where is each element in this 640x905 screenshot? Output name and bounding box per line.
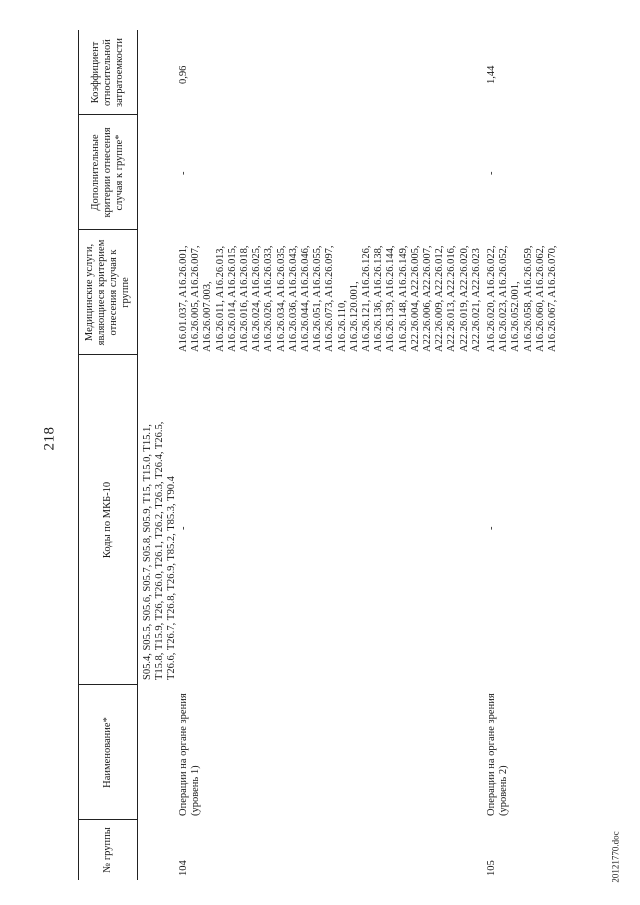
row-105-name: Операции на органе зрения (уровень 2) — [486, 693, 510, 816]
continuation-icd-codes: S05.4, S05.5, S05.6, S05.7, S05.8, S05.9, T15, T15.0, T15.1, T15.8, T15.9, T26, T26.0, T26.1, T26.2, T26.3, T26.4, T26.5, T26.6, T26.7, T26.8, T26.9, T85.2, T85.3, T90.4 — [142, 421, 178, 680]
row-104-name: Операции на органе зрения (уровень 1) — [178, 693, 202, 816]
page-number: 218 — [41, 426, 58, 451]
document-filename: 20121770.doc — [610, 831, 621, 883]
header-divider — [79, 114, 137, 115]
row-104-group-no: 104 — [178, 860, 189, 876]
header-extra-criteria: Дополнительные критерии отнесения случая к группе* — [90, 127, 125, 218]
row-104-icd-codes: - — [178, 526, 189, 530]
row-105-extra-criteria: - — [486, 171, 497, 175]
header-name: Наименование* — [102, 717, 113, 788]
table-header-row — [78, 30, 138, 880]
header-services: Медицинские услуги, являющиеся критерием отнесения случая к группе — [84, 239, 131, 346]
row-105-group-no: 105 — [486, 860, 497, 876]
header-divider — [79, 684, 137, 685]
groups-table — [78, 30, 618, 880]
rotated-table-stage — [78, 30, 618, 880]
header-icd-codes: Коды по МКБ-10 — [102, 481, 113, 559]
header-coefficient: Коэффициент относительной затратоемкости — [90, 38, 125, 107]
row-104-extra-criteria: - — [178, 171, 189, 175]
header-divider — [79, 229, 137, 230]
header-divider — [79, 819, 137, 820]
row-104-services: A16.01.037, A16.26.001, A16.26.005, A16.26.007, A16.26.007.003, A16.26.011, A16.26.013, A16.26.014, A16.26.015, A16.26.016, A16.26.018, A16.26.024, A16.26.025, A16.26.026, A16.26.033, A16.26.034, A16.26.035, A16.26.036, A16.26.043, A16.26.044, A16.26.046, A16.26.051, A16.26.055, A16.26.073, A16.26.097, A16.26.110, A16.26.120.001, A16.26.121, A16.26.126, A16.26.136, A16.26.138, A16.26.139, A16.26.144, A16.26.148, A16.26.149, A22.26.004, A22.26.005, A22.26.006, A22.26.007, A22.26.009, A22.26.012, A22.26.013, A22.26.016, A22.26.019, A22.26.020, A22.26.021, A22.26.023 — [178, 245, 482, 352]
row-105-services: A16.26.020, A16.26.022, A16.26.023, A16.26.052, A16.26.052.001, A16.26.058, A16.26.059, A16.26.060, A16.26.062, A16.26.067, A16.26.070, — [486, 245, 559, 352]
row-105-icd-codes: - — [486, 526, 497, 530]
header-group-no: № группы — [102, 827, 113, 873]
row-105-coefficient: 1,44 — [486, 65, 497, 84]
header-divider — [79, 354, 137, 355]
row-104-coefficient: 0,96 — [178, 65, 189, 84]
